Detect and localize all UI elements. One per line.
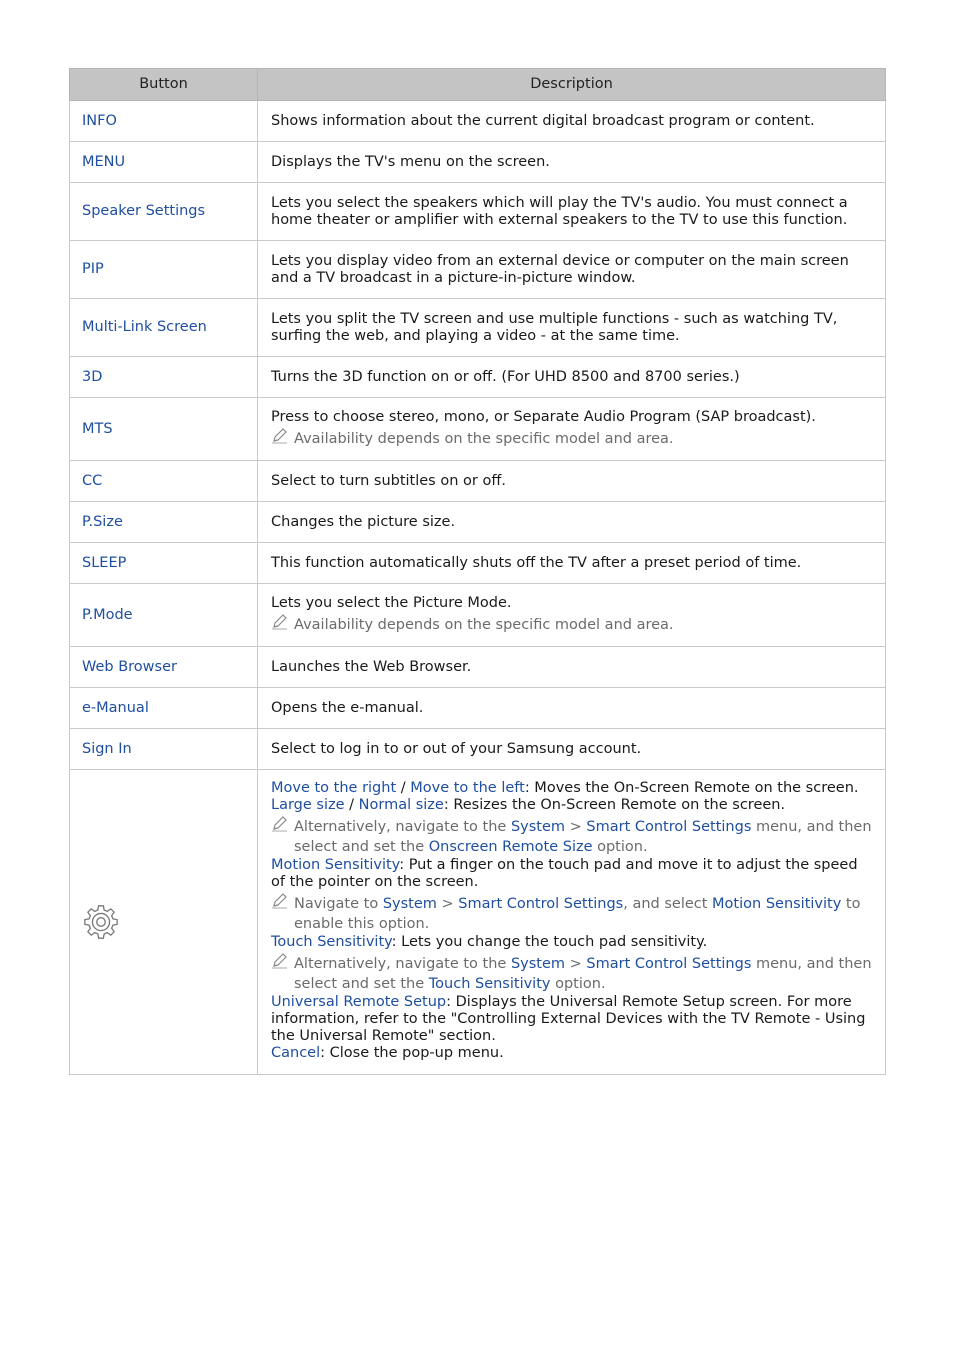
button-name: Web Browser	[70, 647, 258, 688]
system-menu: System	[510, 956, 566, 972]
table-row	[70, 729, 886, 770]
button-description-table	[69, 68, 886, 1075]
motion-sensitivity-option: Motion Sensitivity	[271, 857, 400, 873]
button-name: Multi-Link Screen	[70, 299, 258, 357]
size-description: : Resizes the On-Screen Remote on the screen.	[443, 797, 786, 813]
motion-description: : Put a finger on the touch pad and move it to adjust the speed of the pointer on the screen.	[271, 857, 858, 890]
onscreen-remote-size-option: Onscreen Remote Size	[428, 839, 593, 855]
note-text: Availability depends on the specific model and area.	[294, 617, 674, 633]
button-name: 3D	[70, 357, 258, 398]
button-description: Lets you display video from an external device or computer on the main screen and a TV broadcast in a picture-in-picture window.	[258, 241, 886, 299]
note-fragment: option.	[550, 976, 606, 992]
gear-icon	[82, 903, 120, 941]
menu-arrow: >	[565, 956, 587, 972]
button-description: Turns the 3D function on or off. (For UHD 8500 and 8700 series.)	[258, 357, 886, 398]
button-name: Sign In	[70, 729, 258, 770]
button-description	[258, 398, 886, 461]
button-name: PIP	[70, 241, 258, 299]
note	[271, 954, 872, 994]
large-size-option: Large size	[271, 797, 345, 813]
settings-button-cell	[70, 770, 258, 1075]
table-row	[70, 543, 886, 584]
cancel-option: Cancel	[271, 1045, 321, 1061]
button-description: Select to log in to or out of your Samsung account.	[258, 729, 886, 770]
table-row	[70, 357, 886, 398]
normal-size-option: Normal size	[358, 797, 444, 813]
motion-line	[271, 857, 872, 891]
smart-control-settings-menu: Smart Control Settings	[586, 819, 752, 835]
table-row	[70, 688, 886, 729]
touch-sensitivity-option: Touch Sensitivity	[271, 934, 392, 950]
button-name: MTS	[70, 398, 258, 461]
button-name: P.Mode	[70, 584, 258, 647]
description-text: Press to choose stereo, mono, or Separate Audio Program (SAP broadcast).	[271, 409, 816, 425]
note-text: Availability depends on the specific model and area.	[294, 431, 674, 447]
note-fragment: menu, and then select and set the	[294, 956, 872, 992]
button-description: Lets you select the speakers which will play the TV's audio. You must connect a home theater or amplifier with external speakers to the TV to use this function.	[258, 183, 886, 241]
table-row	[70, 101, 886, 142]
touch-line	[271, 934, 872, 951]
move-left-option: Move to the left	[410, 780, 525, 796]
table-row	[70, 183, 886, 241]
touch-description: : Lets you change the touch pad sensitivity.	[391, 934, 708, 950]
note-fragment: Alternatively, navigate to the	[294, 819, 511, 835]
button-name: INFO	[70, 101, 258, 142]
button-description: Opens the e-manual.	[258, 688, 886, 729]
note	[271, 615, 872, 635]
separator: /	[344, 797, 359, 813]
table-row	[70, 142, 886, 183]
button-name: Speaker Settings	[70, 183, 258, 241]
note	[271, 429, 872, 449]
button-description: Shows information about the current digital broadcast program or content.	[258, 101, 886, 142]
note-fragment: Alternatively, navigate to the	[294, 956, 511, 972]
table-row	[70, 647, 886, 688]
pencil-note-icon	[271, 614, 289, 630]
universal-description: : Displays the Universal Remote Setup screen. For more information, refer to the "Controlling External Devices with the TV Remote - Using the Universal Remote" section.	[271, 994, 866, 1044]
move-description: : Moves the On-Screen Remote on the screen.	[524, 780, 859, 796]
note-fragment: menu, and then select and set the	[294, 819, 872, 855]
button-description: This function automatically shuts off the TV after a preset period of time.	[258, 543, 886, 584]
size-line	[271, 797, 872, 814]
button-name: e-Manual	[70, 688, 258, 729]
separator: /	[396, 780, 411, 796]
header-button: Button	[70, 69, 258, 101]
settings-row	[70, 770, 886, 1075]
note-fragment: , and select	[623, 896, 713, 912]
table-row	[70, 461, 886, 502]
note-text	[294, 954, 872, 994]
move-line	[271, 780, 872, 797]
table-row	[70, 241, 886, 299]
cancel-line	[271, 1045, 872, 1062]
table-row	[70, 584, 886, 647]
note	[271, 894, 872, 934]
button-description	[258, 584, 886, 647]
move-right-option: Move to the right	[271, 780, 397, 796]
table-row	[70, 398, 886, 461]
universal-line	[271, 994, 872, 1045]
table-row	[70, 299, 886, 357]
menu-arrow: >	[565, 819, 587, 835]
button-description: Changes the picture size.	[258, 502, 886, 543]
button-description: Select to turn subtitles on or off.	[258, 461, 886, 502]
button-name: MENU	[70, 142, 258, 183]
touch-sensitivity-option: Touch Sensitivity	[428, 976, 551, 992]
table-row	[70, 502, 886, 543]
header-description: Description	[258, 69, 886, 101]
smart-control-settings-menu: Smart Control Settings	[458, 896, 624, 912]
note	[271, 817, 872, 857]
menu-arrow: >	[436, 896, 459, 912]
description-text: Lets you select the Picture Mode.	[271, 595, 512, 611]
smart-control-settings-menu: Smart Control Settings	[586, 956, 752, 972]
note-text	[294, 894, 872, 934]
button-name: SLEEP	[70, 543, 258, 584]
note-fragment: to enable this option.	[294, 896, 861, 932]
universal-remote-setup-option: Universal Remote Setup	[271, 994, 447, 1010]
pencil-note-icon	[271, 428, 289, 444]
button-description: Lets you split the TV screen and use multiple functions - such as watching TV, surfing the web, and playing a video - at the same time.	[258, 299, 886, 357]
note-text	[294, 817, 872, 857]
motion-sensitivity-option: Motion Sensitivity	[712, 896, 842, 912]
cancel-description: : Close the pop-up menu.	[320, 1045, 504, 1061]
table-header	[70, 69, 886, 101]
button-description: Launches the Web Browser.	[258, 647, 886, 688]
pencil-note-icon	[271, 893, 289, 909]
note-fragment: option.	[592, 839, 648, 855]
button-description: Displays the TV's menu on the screen.	[258, 142, 886, 183]
pencil-note-icon	[271, 816, 289, 832]
note-fragment: Navigate to	[294, 896, 383, 912]
button-name: P.Size	[70, 502, 258, 543]
system-menu: System	[382, 896, 437, 912]
system-menu: System	[510, 819, 566, 835]
pencil-note-icon	[271, 953, 289, 969]
settings-description	[258, 770, 886, 1075]
button-name: CC	[70, 461, 258, 502]
